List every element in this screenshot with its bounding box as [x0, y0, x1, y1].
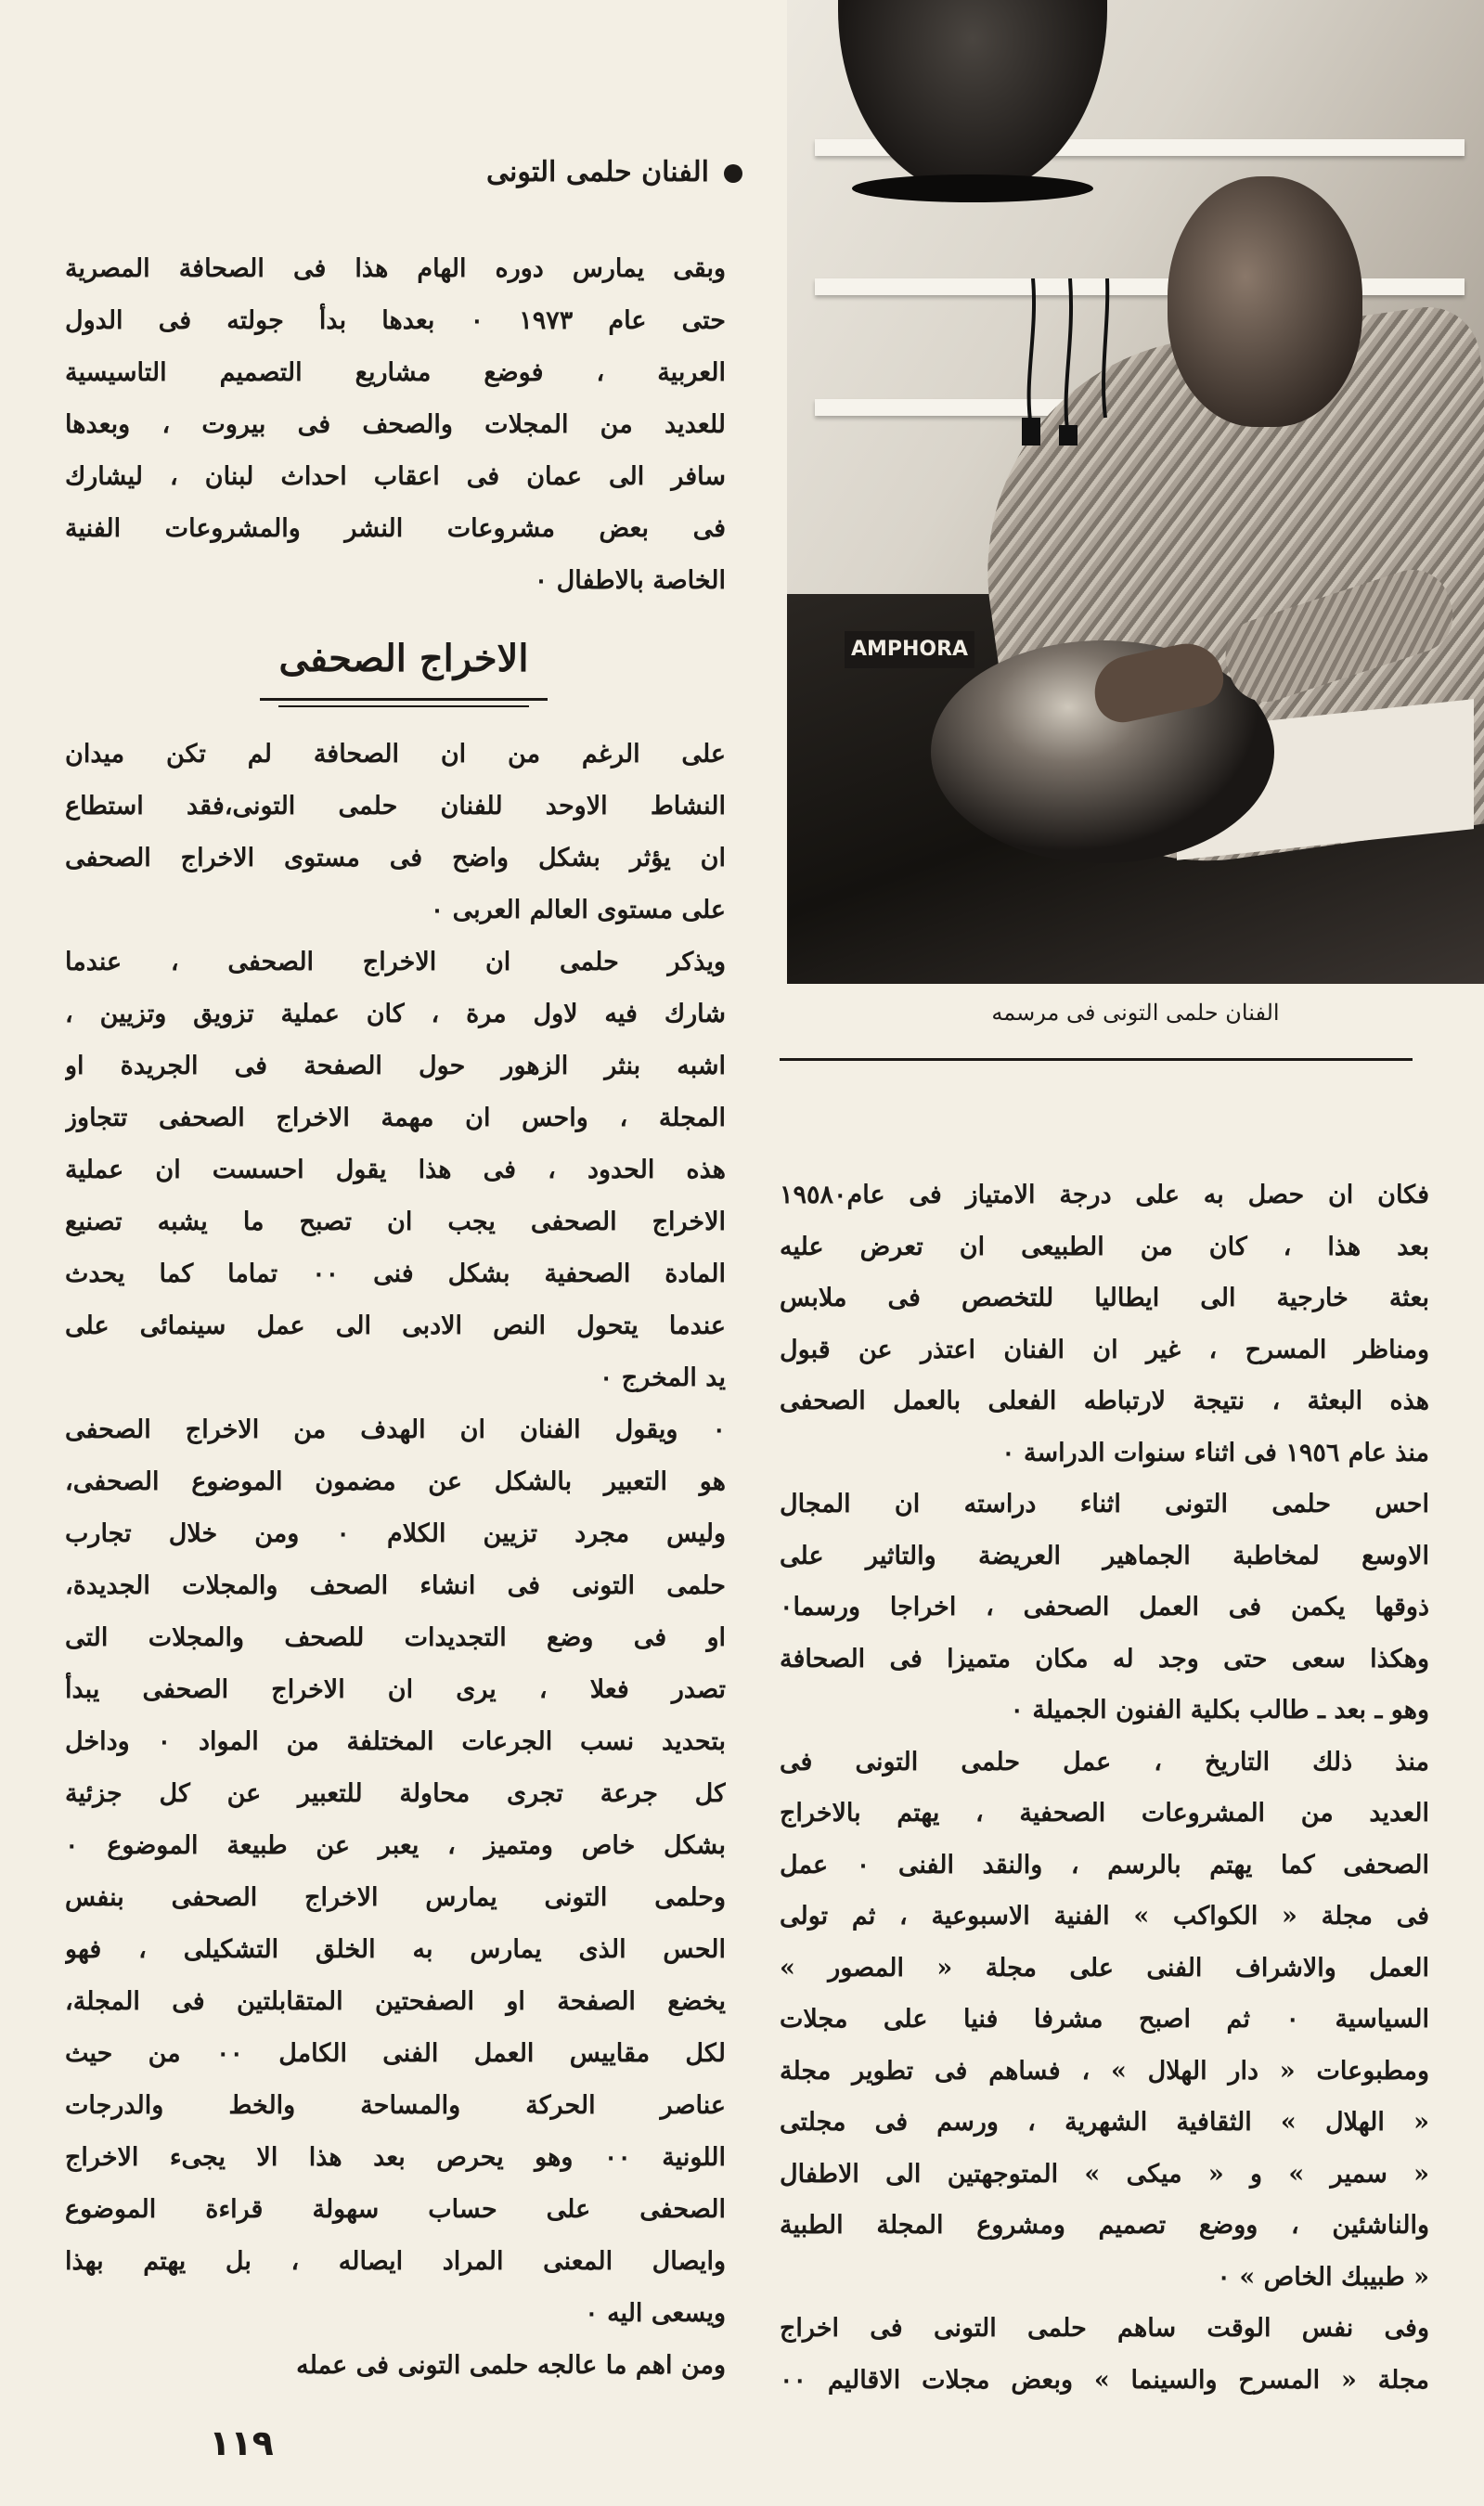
- text-line: النشاط الاوحد للفنان حلمى التونى،فقد استطاع: [65, 792, 726, 820]
- text-line: عندما يتحول النص الادبى الى عمل سينمائى على: [65, 1311, 726, 1340]
- text-line: « سمير » و « ميكى » المتوجهتين الى الاطفال: [780, 2159, 1429, 2189]
- text-line: وهكذا سعى حتى وجد له مكان متميزا فى الصحافة: [780, 1644, 1429, 1673]
- text-line: الاخراج الصحفى يجب ان تصبح ما يشبه تصنيع: [65, 1208, 726, 1236]
- section-title: [353, 147, 742, 199]
- text-line: « الهلال » الثقافية الشهرية ، ورسم فى مجلتى: [780, 2108, 1429, 2137]
- photo-caption: الفنان حلمى التونى فى مرسمه: [991, 1000, 1280, 1026]
- text-line: هذه الحدود ، فى هذا يقول احسست ان عملية: [65, 1156, 726, 1184]
- photo-box-label: AMPHORA: [845, 631, 974, 668]
- text-line: وهو ـ بعد ـ طالب بكلية الفنون الجميلة ٠: [1010, 1696, 1429, 1724]
- text-line: والناشئين ، ووضع تصميم ومشروع المجلة الطبية: [780, 2211, 1429, 2240]
- photo-shelf: [815, 278, 1465, 295]
- text-line: مجلة « المسرح والسينما » وبعض مجلات الاقاليم ٠٠: [780, 2365, 1429, 2395]
- text-line: حلمى التونى فى انشاء الصحف والمجلات الجديدة،: [65, 1571, 726, 1600]
- photo-lamp-rim: [852, 174, 1093, 202]
- text-line: وبقى يمارس دوره الهام هذا فى الصحافة المصرية: [65, 254, 726, 283]
- text-line: العربية ، فوضع مشاريع التصميم التاسيسية: [65, 358, 726, 387]
- photo-person-head: [1168, 176, 1362, 427]
- text-line: تصدر فعلا ، يرى ان الاخراج الصحفى يبدأ: [65, 1675, 726, 1704]
- text-line: العديد من المشروعات الصحفية ، يهتم بالاخراج: [780, 1799, 1429, 1828]
- text-line: ومناظر المسرح ، غير ان الفنان اعتذر عن قبول: [780, 1335, 1429, 1364]
- text-line: ويذكر حلمى ان الاخراج الصحفى ، عندما: [65, 948, 726, 976]
- text-line: منذ ذلك التاريخ ، عمل حلمى التونى فى: [780, 1747, 1429, 1776]
- text-line: فى بعض مشروعات النشر والمشروعات الفنية: [65, 514, 726, 543]
- text-line: ويسعى اليه ٠: [585, 2299, 726, 2328]
- photo-cords: [1014, 278, 1126, 446]
- text-line: الصحفى كما يهتم بالرسم ، والنقد الفنى ٠ عمل: [780, 1850, 1429, 1880]
- text-line: يخضع الصفحة او الصفحتين المتقابلتين فى المجلة،: [65, 1987, 726, 2016]
- text-line: لكل مقاييس العمل الفنى الكامل ٠٠ من حيث: [65, 2039, 726, 2068]
- text-line: الاوسع لمخاطبة الجماهير العريضة والتاثير على: [780, 1541, 1429, 1570]
- text-line: ومطبوعات « دار الهلال » ، فساهم فى تطوير مجلة: [780, 2056, 1429, 2086]
- text-line: المجلة ، واحس ان مهمة الاخراج الصحفى تتجاوز: [65, 1104, 726, 1132]
- artist-photo: [787, 0, 1484, 984]
- text-line: اشبه بنثر الزهور حول الصفحة فى الجريدة او: [65, 1052, 726, 1080]
- text-line: كل جرعة تجرى محاولة للتعبير عن كل جزئية: [65, 1779, 726, 1808]
- text-line: وليس مجرد تزيين الكلام ٠ ومن خلال تجارب: [65, 1519, 726, 1548]
- right-column-text: [780, 1169, 1429, 2406]
- text-line: اللونية ٠٠ وهو يحرص بعد هذا الا يجىء الاخراج: [65, 2143, 726, 2172]
- text-line: الصحفى على حساب سهولة قراءة الموضوع: [65, 2195, 726, 2224]
- text-line: وفى نفس الوقت ساهم حلمى التونى فى اخراج: [780, 2314, 1429, 2343]
- text-line: على الرغم من ان الصحافة لم تكن ميدان: [65, 740, 726, 769]
- text-line: على مستوى العالم العربى ٠: [430, 896, 726, 924]
- text-line: المادة الصحفية بشكل فنى ٠٠ تماما كما يحدث: [65, 1259, 726, 1288]
- text-line: بعد هذا ، كان من الطبيعى ان تعرض عليه: [780, 1232, 1429, 1261]
- text-line: فى مجلة « الكواكب » الفنية الاسبوعية ، ثم تولى: [780, 1902, 1429, 1931]
- text-line: للعديد من المجلات والصحف فى بيروت ، وبعدها: [65, 410, 726, 439]
- text-line: شارك فيه لاول مرة ، كان عملية تزويق وتزيين ،: [65, 1000, 726, 1028]
- text-line: يد المخرج ٠: [599, 1363, 726, 1392]
- text-line: ٠ ويقول الفنان ان الهدف من الاخراج الصحفى: [65, 1415, 726, 1444]
- left-column-text: [65, 729, 726, 2392]
- text-line: احس حلمى التونى اثناء دراسته ان المجال: [780, 1490, 1429, 1518]
- text-line: وحلمى التونى يمارس الاخراج الصحفى بنفس: [65, 1883, 726, 1912]
- text-line: عناصر الحركة والمساحة والخط والدرجات: [65, 2091, 726, 2120]
- text-line: ان يؤثر بشكل واضح فى مستوى الاخراج الصحفى: [65, 844, 726, 872]
- article-heading: الاخراج الصحفى: [278, 637, 529, 680]
- text-line: سافر الى عمان فى اعقاب احداث لبنان ، ليشارك: [65, 462, 726, 491]
- text-line: فكان ان حصل به على درجة الامتياز فى عام١٩٥٨٠: [780, 1181, 1429, 1209]
- text-line: ذوقها يكمن فى العمل الصحفى ، اخراجا ورسما٠: [780, 1593, 1429, 1621]
- heading-underline: [260, 698, 548, 701]
- bullet-icon: [724, 164, 742, 183]
- text-line: وايصال المعنى المراد ايصاله ، بل يهتم بهذا: [65, 2247, 726, 2276]
- text-line: بشكل خاص ومتميز ، يعبر عن طبيعة الموضوع ٠: [65, 1831, 726, 1860]
- heading-underline: [278, 705, 529, 707]
- text-line: الخاصة بالاطفال ٠: [534, 566, 726, 595]
- text-line: بتحديد نسب الجرعات المختلفة من المواد ٠ وداخل: [65, 1727, 726, 1756]
- text-line: هو التعبير بالشكل عن مضمون الموضوع الصحفى،: [65, 1467, 726, 1496]
- text-line: بعثة خارجية الى ايطاليا للتخصص فى ملابس: [780, 1284, 1429, 1312]
- text-line: الحس الذى يمارس به الخلق التشكيلى ، فهو: [65, 1935, 726, 1964]
- caption-divider: [780, 1058, 1413, 1061]
- text-line: حتى عام ١٩٧٣ ٠ بعدها بدأ جولته فى الدول: [65, 306, 726, 335]
- intro-paragraph: [65, 243, 726, 607]
- page-number: ١١٩: [209, 2422, 274, 2463]
- text-line: منذ عام ١٩٥٦ فى اثناء سنوات الدراسة ٠: [1001, 1438, 1429, 1467]
- text-line: هذه البعثة ، نتيجة لارتباطه الفعلى بالعمل الصحفى: [780, 1387, 1429, 1415]
- text-line: ومن اهم ما عالجه حلمى التونى فى عمله: [296, 2351, 726, 2380]
- photo-lamp: [838, 0, 1107, 195]
- text-line: « طبيبك الخاص » ٠: [1217, 2262, 1429, 2292]
- section-title-text: الفنان حلمى التونى: [486, 156, 709, 188]
- text-line: العمل والاشراف الفنى على مجلة « المصور »: [780, 1953, 1429, 1983]
- text-line: او فى وضع التجديدات للصحف والمجلات التى: [65, 1623, 726, 1652]
- text-line: السياسية ٠ ثم اصبح مشرفا فنيا على مجلات: [780, 2005, 1429, 2034]
